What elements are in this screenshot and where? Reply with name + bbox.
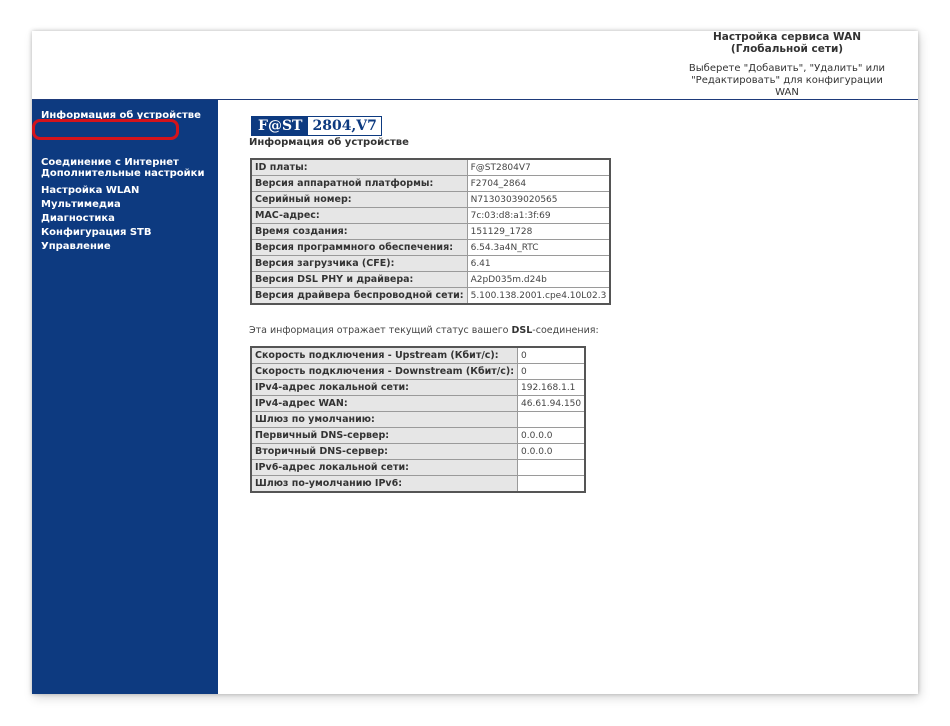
- table-row: [251, 428, 585, 444]
- row-value: 0.0.0.0: [518, 428, 586, 444]
- row-value: 46.61.94.150: [518, 396, 586, 412]
- table-row: [251, 364, 585, 380]
- page-title: Настройка сервиса WAN (Глобальной сети): [713, 31, 861, 55]
- row-value: [518, 476, 586, 493]
- section-title: Информация об устройстве: [249, 137, 409, 148]
- row-label: Скорость подключения - Downstream (Кбит/с):: [251, 364, 518, 380]
- sidebar-item-multimedia[interactable]: [41, 199, 121, 211]
- sidebar-item-label: Конфигурация STB: [41, 227, 152, 238]
- table-row: [251, 288, 610, 305]
- row-value: 5.100.138.2001.cpe4.10L02.3: [467, 288, 610, 305]
- sidebar-item-wlan[interactable]: [41, 185, 139, 197]
- row-label: Версия драйвера беспроводной сети:: [251, 288, 467, 305]
- row-label: Серийный номер:: [251, 192, 467, 208]
- table-row: [251, 256, 610, 272]
- row-value: 192.168.1.1: [518, 380, 586, 396]
- row-label: MAC-адрес:: [251, 208, 467, 224]
- table-row: [251, 192, 610, 208]
- row-label: IPv4-адрес локальной сети:: [251, 380, 518, 396]
- brand-logo: [251, 116, 382, 136]
- row-value: 6.54.3a4N_RTC: [467, 240, 610, 256]
- row-label: Шлюз по-умолчанию IPv6:: [251, 476, 518, 493]
- table-row: [251, 380, 585, 396]
- row-value: F@ST2804V7: [467, 159, 610, 176]
- sidebar-item-label: Мультимедиа: [41, 199, 121, 210]
- row-label: Первичный DNS-сервер:: [251, 428, 518, 444]
- row-label: Версия DSL PHY и драйвера:: [251, 272, 467, 288]
- table-row: [251, 396, 585, 412]
- row-label: Время создания:: [251, 224, 467, 240]
- table-row: [251, 444, 585, 460]
- row-value: A2pD035m.d24b: [467, 272, 610, 288]
- row-label: Шлюз по умолчанию:: [251, 412, 518, 428]
- device-info-table: [250, 158, 611, 305]
- router-admin-window: [32, 31, 918, 694]
- row-value: 7c:03:d8:a1:3f:69: [467, 208, 610, 224]
- sidebar: [32, 100, 218, 694]
- table-row: [251, 476, 585, 493]
- table-row: [251, 240, 610, 256]
- table-row: [251, 159, 610, 176]
- logo-model: 2804,V7: [308, 117, 380, 135]
- row-label: Версия программного обеспечения:: [251, 240, 467, 256]
- row-value: 0: [518, 347, 586, 364]
- row-label: IPv4-адрес WAN:: [251, 396, 518, 412]
- sidebar-item-advanced-settings[interactable]: [41, 168, 205, 183]
- page-subtitle: Выберете "Добавить", "Удалить" или "Редактировать" для конфигурации WAN: [688, 63, 886, 98]
- status-note-prefix: Эта информация отражает текущий статус вашего: [249, 325, 512, 336]
- row-value: N71303039020565: [467, 192, 610, 208]
- table-row: [251, 224, 610, 240]
- row-value: [518, 412, 586, 428]
- logo-brand: F@ST: [252, 117, 308, 135]
- highlight-annotation: [32, 119, 179, 140]
- row-label: IPv6-адрес локальной сети:: [251, 460, 518, 476]
- row-value: [518, 460, 586, 476]
- sidebar-item-label: Управление: [41, 241, 111, 252]
- row-label: Вторичный DNS-сервер:: [251, 444, 518, 460]
- table-row: [251, 272, 610, 288]
- sidebar-item-label: Соединение с Интернет: [41, 157, 179, 168]
- row-value: 6.41: [467, 256, 610, 272]
- row-value: 0.0.0.0: [518, 444, 586, 460]
- table-row: [251, 347, 585, 364]
- sidebar-item-label: Дополнительные настройки: [41, 168, 205, 179]
- row-value: 0: [518, 364, 586, 380]
- sidebar-item-label: Диагностика: [41, 213, 115, 224]
- row-label: Версия загрузчика (CFE):: [251, 256, 467, 272]
- page-header: [32, 31, 918, 100]
- sidebar-item-label: Настройка WLAN: [41, 185, 140, 196]
- table-row: [251, 412, 585, 428]
- status-note-bold: DSL: [511, 325, 533, 336]
- sidebar-item-label: Информация об устройстве: [41, 110, 201, 121]
- row-label: Версия аппаратной платформы:: [251, 176, 467, 192]
- row-value: F2704_2864: [467, 176, 610, 192]
- row-value: 151129_1728: [467, 224, 610, 240]
- table-row: [251, 460, 585, 476]
- status-note-suffix: -соединения:: [532, 325, 599, 336]
- sidebar-item-management[interactable]: [41, 241, 111, 253]
- connection-info-table: [250, 346, 586, 493]
- table-row: [251, 208, 610, 224]
- table-row: [251, 176, 610, 192]
- main-content: [218, 100, 918, 694]
- row-label: ID платы:: [251, 159, 467, 176]
- row-label: Скорость подключения - Upstream (Кбит/с):: [251, 347, 518, 364]
- sidebar-item-stb-config[interactable]: [41, 227, 152, 239]
- status-note: [249, 325, 599, 336]
- sidebar-item-diagnostics[interactable]: [41, 213, 115, 225]
